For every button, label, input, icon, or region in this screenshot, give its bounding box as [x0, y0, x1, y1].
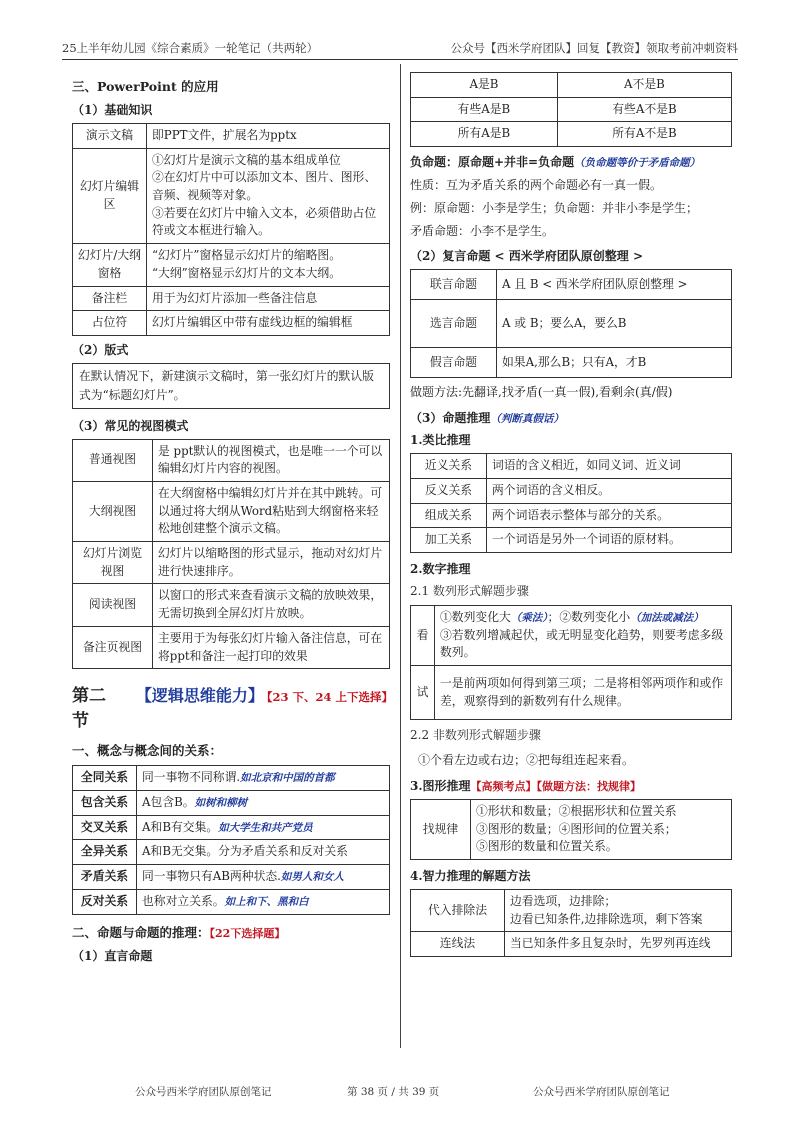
number-sub2: 2.2 非数列形式解题步骤: [410, 728, 541, 743]
table-row: [73, 286, 390, 311]
table-row: [411, 300, 732, 348]
view-term: 幻灯片浏览视图: [73, 542, 153, 584]
look-line: [440, 609, 726, 627]
table-row: [411, 605, 732, 665]
basics-title: （1）基础知识: [72, 103, 153, 117]
number-title: 2.数字推理: [410, 561, 471, 576]
basics-term: 幻灯片/大纲窗格: [73, 244, 147, 286]
analogy-table: [410, 453, 732, 553]
table-row: [73, 584, 390, 626]
views-title: （3）常见的视图模式: [72, 418, 189, 433]
concepts-table: [72, 765, 390, 914]
table-row: [73, 148, 390, 243]
basics-desc-line: ③若要在幻灯片中输入文本，必须借助占位符或文本框进行输入。: [152, 205, 377, 238]
shape-label: 找规律: [411, 799, 471, 859]
table-row: [411, 528, 732, 553]
direct-table: [410, 72, 732, 147]
basics-desc: [147, 244, 390, 286]
analogy-term: 组成关系: [411, 503, 487, 528]
footer-right: 公众号西米学府团队原创笔记: [533, 1086, 670, 1098]
shape-tag: 【做题方法：找规律】: [536, 779, 642, 793]
footer-left: 公众号西米学府团队原创笔记: [135, 1086, 272, 1098]
direct-cell: 有些A是B: [411, 97, 558, 122]
basics-desc: 幻灯片编辑区中带有虚线边框的编辑框: [147, 311, 390, 336]
view-desc: 以窗口的形式来查看演示文稿的放映效果，无需切换到全屏幻灯片放映。: [153, 584, 390, 626]
shape-table: [410, 799, 732, 860]
table-row: [73, 889, 390, 914]
concept-term: 全同关系: [73, 766, 137, 791]
table-row: [411, 454, 732, 479]
concept-desc-text: 同一事物只有AB两种状态.: [142, 869, 281, 884]
section-number: 第二节: [72, 686, 106, 732]
table-row: [411, 503, 732, 528]
left-column: [72, 72, 393, 969]
shape-rule: ③图形的数量；④图形间的位置关系；: [476, 821, 677, 836]
compound-desc: A 且 B < 西米学府团队原创整理 >: [497, 270, 732, 300]
shape-tag: 【高频考点】: [470, 779, 537, 793]
concept-desc: [137, 865, 390, 890]
concept-example: 如上和下、黑和白: [224, 895, 309, 908]
compound-table: [410, 269, 732, 378]
concept-desc-text: A包含B。: [142, 794, 195, 809]
right-column: [410, 72, 732, 957]
basics-desc: 即PPT文件，扩展名为pptx: [147, 124, 390, 149]
compound-term: 选言命题: [411, 300, 497, 348]
table-row: [73, 124, 390, 149]
prop-tag: 【22下选择题】: [209, 926, 286, 940]
look-label: 看: [411, 605, 435, 665]
view-desc: 主要用于为每张幻灯片输入备注信息，可在将ppt和备注一起打印的效果: [153, 626, 390, 668]
compound-desc: A 或 B；要么A，要么B: [497, 300, 732, 348]
analogy-desc: 词语的含义相近，如同义词、近义词: [487, 454, 732, 479]
analogy-term: 近义关系: [411, 454, 487, 479]
basics-term-text: 幻灯片编辑区: [80, 179, 139, 211]
table-row: [73, 244, 390, 286]
direct-cell: 有些A不是B: [557, 97, 731, 122]
analogy-desc: 两个词语表示整体与部分的关系。: [487, 503, 732, 528]
prop-title: 二、命题与命题的推理：: [72, 924, 210, 940]
nature-line: 性质：互为矛盾关系的两个命题必有一真一假。: [410, 178, 663, 192]
iq-line: 边看已知条件,边排除选项，剩下答案: [510, 911, 703, 926]
concept-example: 如北京和中国的首都: [240, 772, 335, 785]
basics-table: [72, 123, 390, 336]
iq-table: [410, 889, 732, 957]
concept-desc: [137, 766, 390, 791]
basics-desc-line: ①幻灯片是演示文稿的基本组成单位: [152, 152, 341, 167]
iq-term: 连线法: [411, 932, 505, 957]
neg-line: [410, 151, 732, 174]
reason-note: （判断真假话）: [490, 413, 564, 426]
number-sub1: 2.1 数列形式解题步骤: [410, 583, 529, 598]
example-line: 矛盾命题：小李不是学生。: [410, 223, 555, 238]
shape-rules: [471, 799, 732, 859]
look-note: （加法或减法）: [630, 611, 704, 624]
page-number: 第 38 页 / 共 39 页: [347, 1086, 440, 1098]
concept-term: 反对关系: [73, 889, 137, 914]
neg-label: 负命题：原命题+并非=负命题: [410, 155, 575, 170]
concept-term: 包含关系: [73, 790, 137, 815]
prop-heading: [72, 923, 390, 941]
view-desc: 在大纲窗格中编辑幻灯片并在其中跳转。可以通过将大纲从Word粘贴到大纲窗格来轻松地创建整个演示文稿。: [153, 482, 390, 542]
analogy-term: 加工关系: [411, 528, 487, 553]
shape-rule: ①形状和数量；②根据形状和位置关系: [476, 803, 677, 818]
views-table: [72, 439, 390, 670]
basics-term: [73, 148, 147, 243]
reason-heading: [410, 409, 732, 426]
reason-title: （3）命题推理: [410, 411, 491, 426]
header-left: 25上半年幼儿园《综合素质》一轮笔记（共两轮）: [62, 41, 319, 55]
direct-title: （1）直言命题: [72, 948, 153, 963]
concept-term: 全异关系: [73, 840, 137, 865]
analogy-title: 1.类比推理: [410, 433, 471, 448]
concept-desc: [137, 889, 390, 914]
view-term: 阅读视图: [73, 584, 153, 626]
concept-desc-text: A和B有交集。: [142, 819, 219, 834]
table-row: [411, 799, 732, 859]
iq-desc: [505, 889, 732, 931]
iq-title: 4.智力推理的解题方法: [410, 868, 531, 883]
table-row: [73, 815, 390, 840]
number-table: [410, 605, 732, 720]
column-divider: [400, 64, 401, 1048]
direct-cell: 所有A不是B: [557, 122, 731, 147]
table-row: [411, 889, 732, 931]
iq-desc: 当已知条件多且复杂时，先罗列再连线: [505, 932, 732, 957]
concept-title: 一、概念与概念间的关系：: [72, 743, 223, 759]
look-text: ①数列变化大: [440, 609, 511, 624]
neg-note: （负命题等价于矛盾命题）: [574, 157, 701, 170]
page-header: [62, 38, 738, 60]
direct-cell: A不是B: [557, 73, 731, 98]
table-row: [73, 790, 390, 815]
basics-desc: 用于为幻灯片添加一些备注信息: [147, 286, 390, 311]
view-desc: 幻灯片以缩略图的形式显示，拖动对幻灯片进行快速排序。: [153, 542, 390, 584]
concept-desc-text: 也称对立关系。: [142, 893, 225, 908]
table-row: [411, 122, 732, 147]
compound-term: 假言命题: [411, 348, 497, 378]
section-tag: 【23 下、24 上下选择】: [260, 690, 393, 705]
basics-desc-line: “大纲”窗格显示幻灯片的文本大纲。: [152, 265, 342, 280]
view-term: 备注页视图: [73, 626, 153, 668]
basics-desc-line: ②在幻灯片中可以添加文本、图片、图形、音频、视频等对象。: [152, 170, 377, 203]
table-row: [73, 840, 390, 865]
example-line: 例：原命题：小李是学生；负命题：并非小李是学生；: [410, 200, 699, 215]
concept-example: 如大学生和共产党员: [218, 821, 313, 834]
number-sub2-text: ①个看左边或右边；②把每组连起来看。: [418, 753, 635, 768]
view-term: 普通视图: [73, 439, 153, 481]
section-title: 【逻辑思维能力】: [135, 686, 264, 706]
table-row: [73, 865, 390, 890]
section-heading: [72, 681, 393, 732]
shape-title: 3.图形推理: [410, 778, 471, 793]
look-text: ；②数列变化小: [547, 609, 631, 624]
analogy-term: 反义关系: [411, 478, 487, 503]
table-row: [411, 270, 732, 300]
layout-box: 在默认情况下，新建演示文稿时，第一张幻灯片的默认版式为“标题幻灯片”。: [72, 363, 390, 409]
table-row: [411, 478, 732, 503]
table-row: [411, 666, 732, 720]
look-desc: [435, 605, 732, 665]
basics-desc: [147, 148, 390, 243]
compound-term: 联言命题: [411, 270, 497, 300]
concept-desc: [137, 815, 390, 840]
table-row: [411, 932, 732, 957]
look-line: ③若数列增减起伏，或无明显变化趋势，则要考虑多级数列。: [440, 627, 724, 660]
table-row: [411, 348, 732, 378]
analogy-desc: 两个词语的含义相反。: [487, 478, 732, 503]
concept-desc: A和B无交集。分为矛盾关系和反对关系: [137, 840, 390, 865]
table-row: [73, 482, 390, 542]
table-row: [73, 626, 390, 668]
view-desc: 是 ppt默认的视图模式，也是唯一一个可以编辑幻灯片内容的视图。: [153, 439, 390, 481]
iq-term: 代入排除法: [411, 889, 505, 931]
basics-term: 占位符: [73, 311, 147, 336]
basics-desc-line: “幻灯片”窗格显示幻灯片的缩略图。: [152, 248, 342, 263]
header-right: 公众号【西米学府团队】回复【教资】领取考前冲刺资料: [450, 41, 738, 55]
ppt-title: 三、PowerPoint 的应用: [72, 79, 219, 94]
method-line: 做题方法:先翻译,找矛盾(一真一假),看剩余(真/假): [410, 385, 673, 400]
table-row: [411, 97, 732, 122]
analogy-desc: 一个词语是另外一个词语的原材料。: [487, 528, 732, 553]
direct-cell: A是B: [411, 73, 558, 98]
concept-example: 如男人和女人: [280, 871, 344, 884]
look-note: （乘法）: [510, 611, 548, 624]
table-row: [73, 311, 390, 336]
shape-heading: [410, 777, 732, 794]
layout-title: （2）版式: [72, 342, 129, 357]
table-row: [73, 542, 390, 584]
concept-desc: [137, 790, 390, 815]
concept-example: 如树和柳树: [194, 796, 248, 809]
view-term: 大纲视图: [73, 482, 153, 542]
shape-rule: ⑤图形的数量和位置关系。: [476, 839, 618, 854]
table-row: [73, 766, 390, 791]
try-label: 试: [411, 666, 435, 720]
iq-line: 边看选项，边排除；: [510, 893, 617, 908]
concept-term: 交叉关系: [73, 815, 137, 840]
basics-term: 演示文稿: [73, 124, 147, 149]
basics-term: 备注栏: [73, 286, 147, 311]
compound-title: （2）复言命题 < 西米学府团队原创整理 >: [410, 249, 643, 264]
direct-cell: 所有A是B: [411, 122, 558, 147]
try-desc: 一是前两项如何得到第三项；二是将相邻两项作和或作差，观察得到的新数列有什么规律。: [435, 666, 732, 720]
table-row: [73, 439, 390, 481]
table-row: [411, 73, 732, 98]
concept-desc-text: 同一事物不同称谓.: [142, 770, 241, 785]
compound-desc: 如果A,那么B；只有A，才B: [497, 348, 732, 378]
concept-term: 矛盾关系: [73, 865, 137, 890]
